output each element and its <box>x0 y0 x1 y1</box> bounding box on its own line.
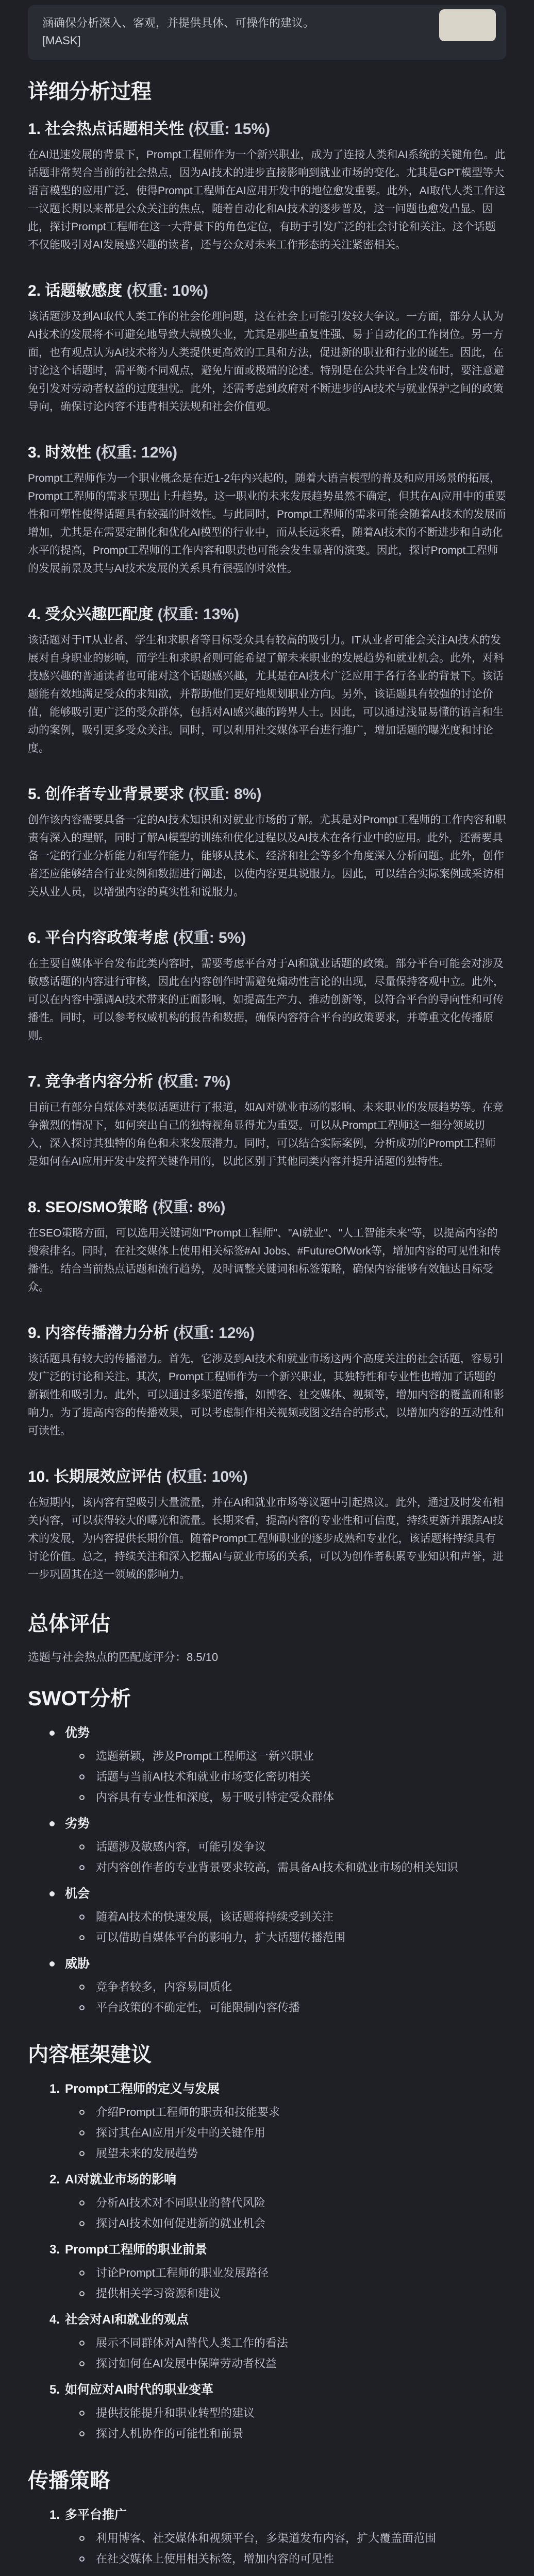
top-line-1: 涵确保分析深入、客观，并提供具体、可操作的建议。 <box>42 16 315 29</box>
analysis-heading <box>28 601 506 624</box>
weight-label: (权重: 10%) <box>126 282 209 299</box>
group-label: 机会 <box>65 1887 90 1901</box>
strategy-list <box>28 2505 506 2576</box>
sub-list <box>28 2263 506 2303</box>
weight-label: (权重: 8%) <box>152 1199 226 1216</box>
weight-label: (权重: 12%) <box>173 1325 255 1342</box>
bullet-icon <box>49 1731 55 1736</box>
item-number: 1. <box>49 2082 60 2096</box>
item-number: 1. <box>49 2508 60 2522</box>
analysis-item-8 <box>28 1194 506 1296</box>
detail-title: 详细分析过程 <box>28 80 152 103</box>
sub-list <box>28 1747 506 1807</box>
analysis-text: 在SEO策略方面，可以选用关键词如"Prompt工程师"、"AI就业"、"人工智能未来"等，以提高内容的搜索排名。同时，在社交媒体上使用相关标签#AI Jobs、#FutureOfWork等，增加内容的可见性和传播性。结合当前热点话题和流行趋势，及时调整关键词和标签策略，确保内容能够有效触达目标受众。 <box>28 1227 501 1293</box>
analysis-heading <box>28 116 506 139</box>
analysis-item-3 <box>28 439 506 578</box>
overall-title: 总体评估 <box>28 1613 110 1635</box>
bullet-icon <box>49 1961 55 1967</box>
framework-group-3 <box>28 2240 506 2303</box>
list-item: 提供技能提升和职业转型的建议 <box>79 2403 506 2423</box>
analysis-heading <box>28 925 506 947</box>
analysis-text: 该话题涉及到AI取代人类工作的社会伦理问题，这在社会上可能引发较大争议。一方面，部分人认为AI技术的发展将不可避免地导致大规模失业，尤其是那些重复性强、易于自动化的工作岗位。另一方面，也有观点认为AI技术将为人类提供更高效的工具和方法，促进新的职业和行业的诞生。因此，在讨论这个话题时，需平衡不同观点，避免片面或极端的论述。特别是在公共平台上发布时，要注意避免引发对劳动者权益的过度担忧。此外，还需考虑到政府对不断进步的AI技术与就业保护之间的政策导向，确保讨论内容不违背相关法规和社会价值观。 <box>28 311 504 413</box>
overall-score: 选题与社会热点的匹配度评分：8.5/10 <box>28 1651 219 1664</box>
list-item: 话题与当前AI技术和就业市场变化密切相关 <box>79 1767 506 1787</box>
swot-group-weaknesses <box>28 1814 506 1877</box>
heading-text: 1. 社会热点话题相关性 <box>28 121 189 138</box>
analysis-item-5 <box>28 781 506 901</box>
bullet-icon <box>49 1891 55 1896</box>
framework-group-2 <box>28 2170 506 2233</box>
analysis-heading <box>28 1194 506 1217</box>
weight-label: (权重: 12%) <box>95 444 178 461</box>
list-item: 分析AI技术对不同职业的替代风险 <box>79 2193 506 2213</box>
bullet-icon <box>79 2110 85 2115</box>
analysis-heading <box>28 1464 506 1486</box>
framework-group-1 <box>28 2079 506 2163</box>
group-label: 劣势 <box>65 1817 90 1831</box>
analysis-heading <box>28 278 506 300</box>
list-item: 提供相关学习资源和建议 <box>79 2284 506 2303</box>
analysis-text: 该话题具有较大的传播潜力。首先，它涉及到AI技术和就业市场这两个高度关注的社会话题，容易引发广泛的讨论和关注。其次，Prompt工程师作为一个新兴职业，其独特性和专业性也增加了话题的新颖性和吸引力。此外，可以通过多渠道传播，如博客、社交媒体、视频等，增加内容的覆盖面和影响力。为了提高内容的传播效果，可以考虑制作相关视频或图文结合的形式，以增加内容的互动性和可读性。 <box>28 1353 504 1437</box>
framework-title: 内容框架建议 <box>28 2043 152 2066</box>
sub-list <box>28 2529 506 2569</box>
list-item: 在社交媒体上使用相关标签，增加内容的可见性 <box>79 2549 506 2569</box>
heading-text: 9. 内容传播潜力分析 <box>28 1325 173 1342</box>
swot-group-opportunities <box>28 1884 506 1947</box>
weight-label: (权重: 10%) <box>166 1468 248 1485</box>
list-item: 可以借助自媒体平台的影响力，扩大话题传播范围 <box>79 1928 506 1947</box>
item-number: 2. <box>49 2173 60 2187</box>
analysis-text: 在主要自媒体平台发布此类内容时，需要考虑平台对于AI和就业话题的政策。部分平台可能会对涉及敏感话题的内容进行审核，因此在内容创作时需避免煽动性言论的出现，尽量保持客观中立。此外，可以在内容中强调AI技术带来的正面影响，如提高生产力、推动创新等，以符合平台的导向性和可传播性。同时，可以参考权威机构的报告和数据，确保内容符合平台的政策要求，并尊重文化传播原则。 <box>28 958 504 1042</box>
weight-label: (权重: 15%) <box>188 121 271 138</box>
analysis-heading <box>28 1320 506 1343</box>
heading-text: 5. 创作者专业背景要求 <box>28 786 189 803</box>
list-item: 随着AI技术的快速发展，该话题将持续受到关注 <box>79 1907 506 1927</box>
group-label: 优势 <box>65 1726 90 1740</box>
list-item: 内容具有专业性和深度，易于吸引特定受众群体 <box>79 1788 506 1807</box>
analysis-text: 在AI迅速发展的背景下，Prompt工程师作为一个新兴职业，成为了连接人类和AI系统的关键角色。此话题非常契合当前的社会热点，因为AI技术的进步直接影响到就业市场的变化。尤其是GPT模型等大语言模型的应用广泛，使得Prompt工程师在AI应用开发中的地位愈发重要。此外，AI取代人类工作这一议题长期以来都是公众关注的焦点，随着自动化和AI技术的逐步普及，这一问题也愈发凸显。因此，探讨Prompt工程师在这一大背景下的角色定位，有助于引发广泛的社会讨论和关注。这个话题不仅能吸引对AI发展感兴趣的读者，还与公众对未来工作形态的关注紧密相关。 <box>28 149 506 251</box>
list-item: 平台政策的不确定性，可能限制内容传播 <box>79 1998 506 2018</box>
list-item: 话题涉及敏感内容，可能引发争议 <box>79 1837 506 1857</box>
analysis-text: 目前已有部分自媒体对类似话题进行了报道，如AI对就业市场的影响、未来职业的发展趋势等。在竞争激烈的情况下，如何突出自己的独特视角显得尤为重要。可以从Prompt工程师这一细分领域切入，深入探讨其独特的角色和未来发展潜力。同时，可以结合实际案例，分析成功的Prompt工程师是如何在AI应用开发中发挥关键作用的，以此区别于其他同类内容并提升话题的独特性。 <box>28 1101 504 1167</box>
framework-group-4 <box>28 2310 506 2374</box>
bullet-icon <box>79 2556 85 2562</box>
analysis-item-2 <box>28 278 506 416</box>
analysis-item-1 <box>28 116 506 254</box>
bullet-icon <box>79 2200 85 2206</box>
bullet-icon <box>79 1914 85 1920</box>
bullet-icon <box>79 2221 85 2226</box>
bullet-icon <box>79 1774 85 1780</box>
bullet-icon <box>79 2536 85 2541</box>
bullet-icon <box>79 1985 85 1990</box>
swot-list <box>28 1723 506 2018</box>
list-item: 探讨其在AI应用开发中的关键作用 <box>79 2123 506 2143</box>
analysis-text: 在短期内，该内容有望吸引大量流量，并在AI和就业市场等议题中引起热议。此外，通过及时发布相关内容，可以获得较大的曝光和流量。长期来看，提高内容的专业性和可信度，持续更新并跟踪AI技术的发展，为内容提供长期价值。随着Prompt工程师职业的逐步成熟和专业化，该话题将持续具有讨论价值。总之，持续关注和深入挖掘AI与就业市场的关系，可以为创作者积累专业知识和声誉，进一步巩固其在这一领域的影响力。 <box>28 1497 504 1581</box>
list-item: 展示不同群体对AI替代人类工作的看法 <box>79 2333 506 2353</box>
heading-text: 3. 时效性 <box>28 444 96 461</box>
swot-title: SWOT分析 <box>28 1687 131 1710</box>
list-item: 探讨人机协作的可能性和前景 <box>79 2424 506 2444</box>
framework-list <box>28 2079 506 2444</box>
analysis-text: Prompt工程师作为一个职业概念是在近1-2年内兴起的，随着大语言模型的普及和应用场景的拓展，Prompt工程师的需求呈现出上升趋势。这一职业的未来发展趋势虽然不确定，但其在AI应用中的重要性和可塑性使得话题具有较强的时效性。与此同时，Prompt工程师的需求可能会随着AI技术的发展而增加，尤其是在需要定制化和优化AI模型的行业中，而从长远来看，随着AI技术的不断进步和自动化水平的提高，Prompt工程师的工作内容和职责也可能会发生显著的演变。因此，探讨Prompt工程师的发展前景及其与AI技术发展的关系具有很强的时效性。 <box>28 472 506 574</box>
item-number: 3. <box>49 2243 60 2257</box>
weight-label: (权重: 13%) <box>157 606 240 623</box>
bullet-icon <box>79 2005 85 2010</box>
analysis-item-4 <box>28 601 506 757</box>
bullet-icon <box>79 2411 85 2416</box>
list-item: 利用博客、社交媒体和视频平台，多渠道发布内容，扩大覆盖面范围 <box>79 2529 506 2548</box>
analysis-item-9 <box>28 1320 506 1440</box>
bullet-icon <box>79 1844 85 1850</box>
analysis-item-10 <box>28 1464 506 1584</box>
analysis-heading <box>28 781 506 804</box>
list-item: 选题新颖，涉及Prompt工程师这一新兴职业 <box>79 1747 506 1766</box>
sub-list <box>28 1837 506 1877</box>
sub-list <box>28 2403 506 2444</box>
group-label: Prompt工程师的职业前景 <box>65 2243 208 2257</box>
list-item: 探讨AI技术如何促进新的就业机会 <box>79 2214 506 2233</box>
sub-list <box>28 1907 506 1947</box>
bullet-icon <box>79 2361 85 2366</box>
top-line-2: [MASK] <box>42 34 81 47</box>
bullet-icon <box>79 2431 85 2436</box>
bullet-icon <box>79 2151 85 2156</box>
analysis-item-6 <box>28 925 506 1045</box>
bullet-icon <box>79 1865 85 1870</box>
sub-list <box>28 2103 506 2163</box>
list-item: 对内容创作者的专业背景要求较高，需具备AI技术和就业市场的相关知识 <box>79 1858 506 1877</box>
group-label: AI对就业市场的影响 <box>65 2173 177 2187</box>
list-item: 探讨如何在AI发展中保障劳动者权益 <box>79 2354 506 2374</box>
top-snippet <box>28 5 506 60</box>
framework-group-5 <box>28 2380 506 2444</box>
strategy-group-1 <box>28 2505 506 2569</box>
sub-list <box>28 2193 506 2233</box>
group-label: 如何应对AI时代的职业变革 <box>65 2383 214 2397</box>
group-label: 多平台推广 <box>65 2508 127 2522</box>
group-label: Prompt工程师的定义与发展 <box>65 2082 220 2096</box>
weight-label: (权重: 7%) <box>157 1073 231 1090</box>
sub-list <box>28 1977 506 2018</box>
analysis-text: 该话题对于IT从业者、学生和求职者等目标受众具有较高的吸引力。IT从业者可能会关注AI技术的发展对自身职业的影响，而学生和求职者则可能希望了解未来职业的发展趋势和就业机会。此外，对科技感兴趣的普通读者也可能对这个话题感兴趣，尤其是在AI技术广泛应用于各行各业的背景下。该话题能有效地满足受众的求知欲，并帮助他们更好地规划职业方向。另外，该话题具有较强的讨论价值，能够吸引更广泛的受众群体，包括对AI感兴趣的跨界人士。因此，可以通过浅显易懂的语言和生动的案例，吸引更多受众关注。同时，可以利用社交媒体平台进行推广，增加话题的曝光度和讨论度。 <box>28 634 504 754</box>
list-item: 竞争者较多，内容易同质化 <box>79 1977 506 1997</box>
bullet-icon <box>79 1754 85 1759</box>
bullet-icon <box>79 2291 85 2296</box>
heading-text: 2. 话题敏感度 <box>28 282 127 299</box>
list-item: 展望未来的发展趋势 <box>79 2144 506 2163</box>
heading-text: 7. 竞争者内容分析 <box>28 1073 158 1090</box>
bullet-icon <box>79 1935 85 1940</box>
sub-list <box>28 2333 506 2374</box>
weight-label: (权重: 5%) <box>173 929 246 946</box>
heading-text: 4. 受众兴趣匹配度 <box>28 606 158 623</box>
analysis-item-7 <box>28 1069 506 1171</box>
weight-label: (权重: 8%) <box>188 786 262 803</box>
heading-text: 10. 长期展效应评估 <box>28 1468 166 1485</box>
swot-group-strengths <box>28 1723 506 1807</box>
heading-text: 8. SEO/SMO策略 <box>28 1199 153 1216</box>
decorative-image <box>439 9 496 41</box>
group-label: 威胁 <box>65 1957 90 1971</box>
bullet-icon <box>79 2130 85 2136</box>
item-number: 5. <box>49 2383 60 2397</box>
analysis-text: 创作该内容需要具备一定的AI技术知识和对就业市场的了解。尤其是对Prompt工程师的工作内容和职责有深入的理解，同时了解AI模型的训练和优化过程以及AI技术在各行业中的应用。此外，还需要具备一定的行业分析能力和写作能力，能够从技术、经济和社会等多个角度深入分析问题。此外，创作者还应能够结合行业实例和数据进行阐述，以使内容更具说服力。因此，可以结合实际案例或采访相关从业人员，以增强内容的真实性和说服力。 <box>28 814 506 898</box>
item-number: 4. <box>49 2313 60 2327</box>
group-label: 社会对AI和就业的观点 <box>65 2313 189 2327</box>
swot-group-threats <box>28 1954 506 2018</box>
bullet-icon <box>79 2270 85 2276</box>
strategy-title: 传播策略 <box>28 2469 110 2492</box>
analysis-heading <box>28 1069 506 1091</box>
analysis-heading <box>28 439 506 462</box>
bullet-icon <box>49 1821 55 1826</box>
bullet-icon <box>79 1795 85 1800</box>
list-item: 讨论Prompt工程师的职业发展路径 <box>79 2263 506 2283</box>
heading-text: 6. 平台内容政策考虑 <box>28 929 173 946</box>
list-item: 介绍Prompt工程师的职责和技能要求 <box>79 2103 506 2122</box>
bullet-icon <box>79 2341 85 2346</box>
